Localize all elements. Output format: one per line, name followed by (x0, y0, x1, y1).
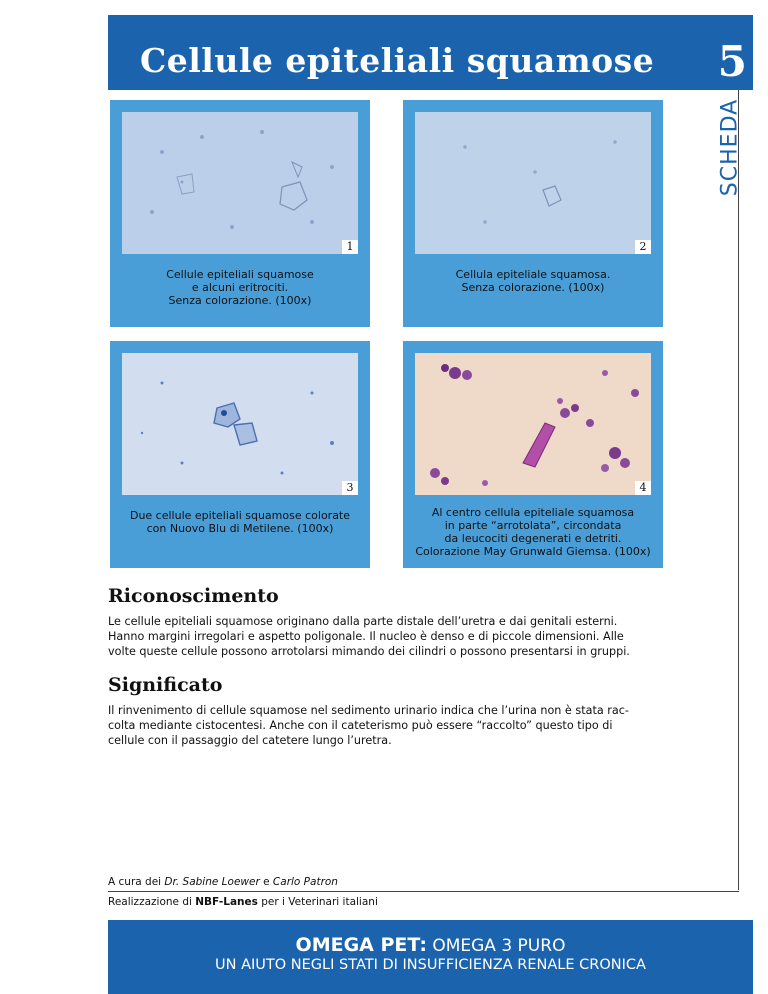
credits-line: A cura dei Dr. Sabine Loewer e Carlo Patron (108, 876, 338, 888)
section-title-significato: Significato (108, 674, 223, 696)
figure-panel-2 (403, 100, 663, 327)
figure-number-2: 2 (635, 240, 651, 254)
figure-panel-1 (110, 100, 370, 327)
figure-panel-3 (110, 341, 370, 568)
footer-banner (108, 920, 753, 994)
micrograph-2 (415, 112, 651, 254)
side-divider (738, 90, 739, 890)
section-title-riconoscimento: Riconoscimento (108, 585, 279, 607)
footer-headline (108, 934, 753, 956)
section-text-riconoscimento: Le cellule epiteliali squamose originano dalla parte distale dell’uretra e dai genitali esterni. Hanno margini irregolari e aspetto poligonale. Il nucleo è denso e di piccole dimensioni. Alle volte queste cellule possono arrotolarsi mimando dei cilindri o possono presentarsi in gruppi. (108, 615, 630, 658)
header-banner (108, 15, 753, 90)
figure-caption-3: Due cellule epiteliali squamose colorate con Nuovo Blu di Metilene. (100x) (129, 509, 351, 535)
footer-brand: OMEGA PET: (295, 934, 427, 956)
realizzazione-line: Realizzazione di NBF-Lanes per i Veterinari italiani (108, 896, 378, 908)
micrograph-3 (122, 353, 358, 495)
figure-caption-1: Cellule epiteliali squamose e alcuni eritrociti. Senza colorazione. (100x) (166, 268, 314, 307)
figure-number-4: 4 (635, 481, 651, 495)
micrograph-4 (415, 353, 651, 495)
brand-name: NBF-Lanes (195, 896, 258, 908)
footer-divider (108, 891, 739, 892)
author-1: Dr. Sabine Loewer (164, 876, 260, 888)
figure-panel-4 (403, 341, 663, 568)
figure-caption-2: Cellula epiteliale squamosa. Senza colorazione. (100x) (455, 268, 611, 294)
figure-caption-4: Al centro cellula epiteliale squamosa in parte “arrotolata”, circondata da leucociti degenerati e detriti. Colorazione May Grunwald Giemsa. (100x) (415, 506, 651, 558)
sheet-number: 5 (717, 37, 747, 86)
figure-number-1: 1 (342, 240, 358, 254)
page-title: Cellule epiteliali squamose (140, 41, 655, 80)
author-2: Carlo Patron (272, 876, 338, 888)
footer-tagline: OMEGA 3 PURO (426, 936, 566, 956)
figure-number-3: 3 (342, 481, 358, 495)
micrograph-1 (122, 112, 358, 254)
side-label-scheda: SCHEDA (717, 98, 743, 197)
section-text-significato: Il rinvenimento di cellule squamose nel sedimento urinario indica che l’urina non è stata rac- colta mediante cistocentesi. Anche con il cateterismo può essere “raccolto” questo tipo di cellule con il passaggio del catetere lungo l’uretra. (108, 704, 629, 747)
footer-subline: UN AIUTO NEGLI STATI DI INSUFFICIENZA RENALE CRONICA (215, 957, 646, 973)
